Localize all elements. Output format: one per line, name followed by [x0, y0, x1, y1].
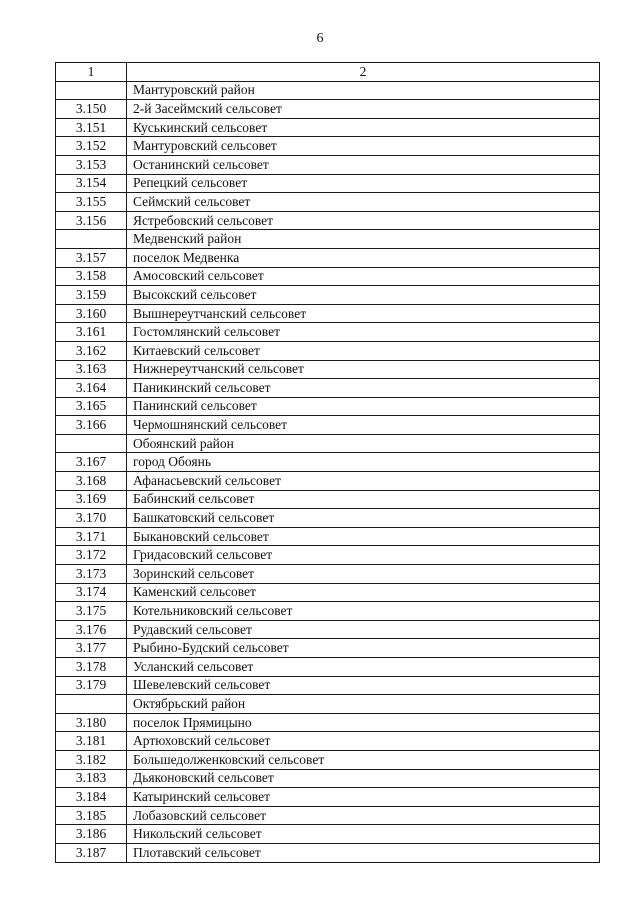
table-row: [56, 583, 600, 602]
row-number-cell: 3.153: [56, 155, 127, 174]
table-row: [56, 825, 600, 844]
table-row: [56, 620, 600, 639]
settlement-name-cell: Башкатовский сельсовет: [127, 509, 600, 528]
row-number-cell: 3.171: [56, 527, 127, 546]
settlement-name-cell: 2-й Засеймский сельсовет: [127, 100, 600, 119]
row-number-cell: 3.174: [56, 583, 127, 602]
district-heading-cell: Мантуровский район: [127, 81, 600, 100]
table-row: [56, 416, 600, 435]
table-row: [56, 174, 600, 193]
row-number-cell: 3.185: [56, 806, 127, 825]
settlement-name-cell: Рудавский сельсовет: [127, 620, 600, 639]
row-number-cell: 3.173: [56, 565, 127, 584]
table-row: [56, 490, 600, 509]
row-number-cell: 3.182: [56, 750, 127, 769]
settlement-name-cell: Останинский сельсовет: [127, 155, 600, 174]
row-number-cell: 3.169: [56, 490, 127, 509]
row-number-cell: [56, 695, 127, 714]
row-number-cell: 3.187: [56, 843, 127, 862]
settlement-name-cell: Артюховский сельсовет: [127, 732, 600, 751]
settlement-name-cell: Вышнереутчанский сельсовет: [127, 304, 600, 323]
column-header-1: 1: [56, 63, 127, 82]
row-number-cell: 3.177: [56, 639, 127, 658]
settlement-name-cell: Быкановский сельсовет: [127, 527, 600, 546]
settlement-name-cell: Усланский сельсовет: [127, 658, 600, 677]
settlements-table: [55, 62, 600, 863]
settlement-name-cell: Гостомлянский сельсовет: [127, 323, 600, 342]
table-row: [56, 379, 600, 398]
table-row: [56, 360, 600, 379]
row-number-cell: 3.178: [56, 658, 127, 677]
table-row: [56, 602, 600, 621]
row-number-cell: 3.159: [56, 286, 127, 305]
settlement-name-cell: Катыринский сельсовет: [127, 788, 600, 807]
table-row: [56, 806, 600, 825]
row-number-cell: 3.154: [56, 174, 127, 193]
table-row: [56, 193, 600, 212]
settlement-name-cell: Чермошнянский сельсовет: [127, 416, 600, 435]
settlement-name-cell: Плотавский сельсовет: [127, 843, 600, 862]
table-row: [56, 323, 600, 342]
table-row: [56, 286, 600, 305]
row-number-cell: 3.158: [56, 267, 127, 286]
table-row: [56, 639, 600, 658]
settlement-name-cell: Сеймский сельсовет: [127, 193, 600, 212]
table-row: [56, 230, 600, 249]
settlement-name-cell: Дьяконовский сельсовет: [127, 769, 600, 788]
table-row: [56, 509, 600, 528]
settlement-name-cell: Каменский сельсовет: [127, 583, 600, 602]
row-number-cell: 3.179: [56, 676, 127, 695]
district-heading-cell: Октябрьский район: [127, 695, 600, 714]
row-number-cell: [56, 81, 127, 100]
table-row: [56, 713, 600, 732]
table-row: [56, 81, 600, 100]
page-number: 6: [316, 31, 324, 46]
table-row: [56, 676, 600, 695]
settlement-name-cell: Афанасьевский сельсовет: [127, 472, 600, 491]
table-row: [56, 118, 600, 137]
row-number-cell: 3.152: [56, 137, 127, 156]
settlement-name-cell: поселок Медвенка: [127, 248, 600, 267]
settlement-name-cell: город Обоянь: [127, 453, 600, 472]
row-number-cell: 3.164: [56, 379, 127, 398]
table-row: [56, 267, 600, 286]
row-number-cell: 3.181: [56, 732, 127, 751]
row-number-cell: 3.155: [56, 193, 127, 212]
settlement-name-cell: Ястребовский сельсовет: [127, 211, 600, 230]
table-row: [56, 843, 600, 862]
row-number-cell: 3.156: [56, 211, 127, 230]
row-number-cell: 3.160: [56, 304, 127, 323]
settlement-name-cell: Панинский сельсовет: [127, 397, 600, 416]
settlement-name-cell: Котельниковский сельсовет: [127, 602, 600, 621]
row-number-cell: 3.162: [56, 341, 127, 360]
settlement-name-cell: Шевелевский сельсовет: [127, 676, 600, 695]
row-number-cell: 3.168: [56, 472, 127, 491]
row-number-cell: 3.157: [56, 248, 127, 267]
row-number-cell: 3.176: [56, 620, 127, 639]
table-row: [56, 658, 600, 677]
table-row: [56, 397, 600, 416]
column-header-2: 2: [127, 63, 600, 82]
row-number-cell: [56, 230, 127, 249]
table-row: [56, 155, 600, 174]
settlement-name-cell: Зоринский сельсовет: [127, 565, 600, 584]
table-row: [56, 788, 600, 807]
settlement-name-cell: Никольский сельсовет: [127, 825, 600, 844]
table-row: [56, 527, 600, 546]
table-row: [56, 472, 600, 491]
row-number-cell: 3.183: [56, 769, 127, 788]
settlement-name-cell: Китаевский сельсовет: [127, 341, 600, 360]
row-number-cell: [56, 434, 127, 453]
row-number-cell: 3.180: [56, 713, 127, 732]
table-row: [56, 769, 600, 788]
table-row: [56, 211, 600, 230]
table-row: [56, 248, 600, 267]
row-number-cell: 3.167: [56, 453, 127, 472]
row-number-cell: 3.186: [56, 825, 127, 844]
row-number-cell: 3.165: [56, 397, 127, 416]
settlement-name-cell: Репецкий сельсовет: [127, 174, 600, 193]
settlement-name-cell: Нижнереутчанский сельсовет: [127, 360, 600, 379]
table-row: [56, 304, 600, 323]
row-number-cell: 3.172: [56, 546, 127, 565]
row-number-cell: 3.151: [56, 118, 127, 137]
row-number-cell: 3.150: [56, 100, 127, 119]
settlement-name-cell: Большедолженковский сельсовет: [127, 750, 600, 769]
settlement-name-cell: Амосовский сельсовет: [127, 267, 600, 286]
district-heading-cell: Обоянский район: [127, 434, 600, 453]
row-number-cell: 3.161: [56, 323, 127, 342]
row-number-cell: 3.184: [56, 788, 127, 807]
table-row: [56, 546, 600, 565]
row-number-cell: 3.175: [56, 602, 127, 621]
row-number-cell: 3.163: [56, 360, 127, 379]
row-number-cell: 3.166: [56, 416, 127, 435]
settlement-name-cell: Паникинский сельсовет: [127, 379, 600, 398]
table-row: [56, 341, 600, 360]
table-row: [56, 453, 600, 472]
settlement-name-cell: Бабинский сельсовет: [127, 490, 600, 509]
table-row: [56, 695, 600, 714]
district-heading-cell: Медвенский район: [127, 230, 600, 249]
settlement-name-cell: Куськинский сельсовет: [127, 118, 600, 137]
settlement-name-cell: Высокский сельсовет: [127, 286, 600, 305]
table-row: [56, 137, 600, 156]
row-number-cell: 3.170: [56, 509, 127, 528]
settlement-name-cell: Мантуровский сельсовет: [127, 137, 600, 156]
table-row: [56, 750, 600, 769]
table-header-row: [56, 63, 600, 82]
settlement-name-cell: Рыбино-Будский сельсовет: [127, 639, 600, 658]
settlement-name-cell: Лобазовский сельсовет: [127, 806, 600, 825]
table-row: [56, 100, 600, 119]
table-body: [56, 63, 600, 863]
settlement-name-cell: Гридасовский сельсовет: [127, 546, 600, 565]
table-row: [56, 434, 600, 453]
table-row: [56, 732, 600, 751]
table-row: [56, 565, 600, 584]
settlement-name-cell: поселок Прямицыно: [127, 713, 600, 732]
